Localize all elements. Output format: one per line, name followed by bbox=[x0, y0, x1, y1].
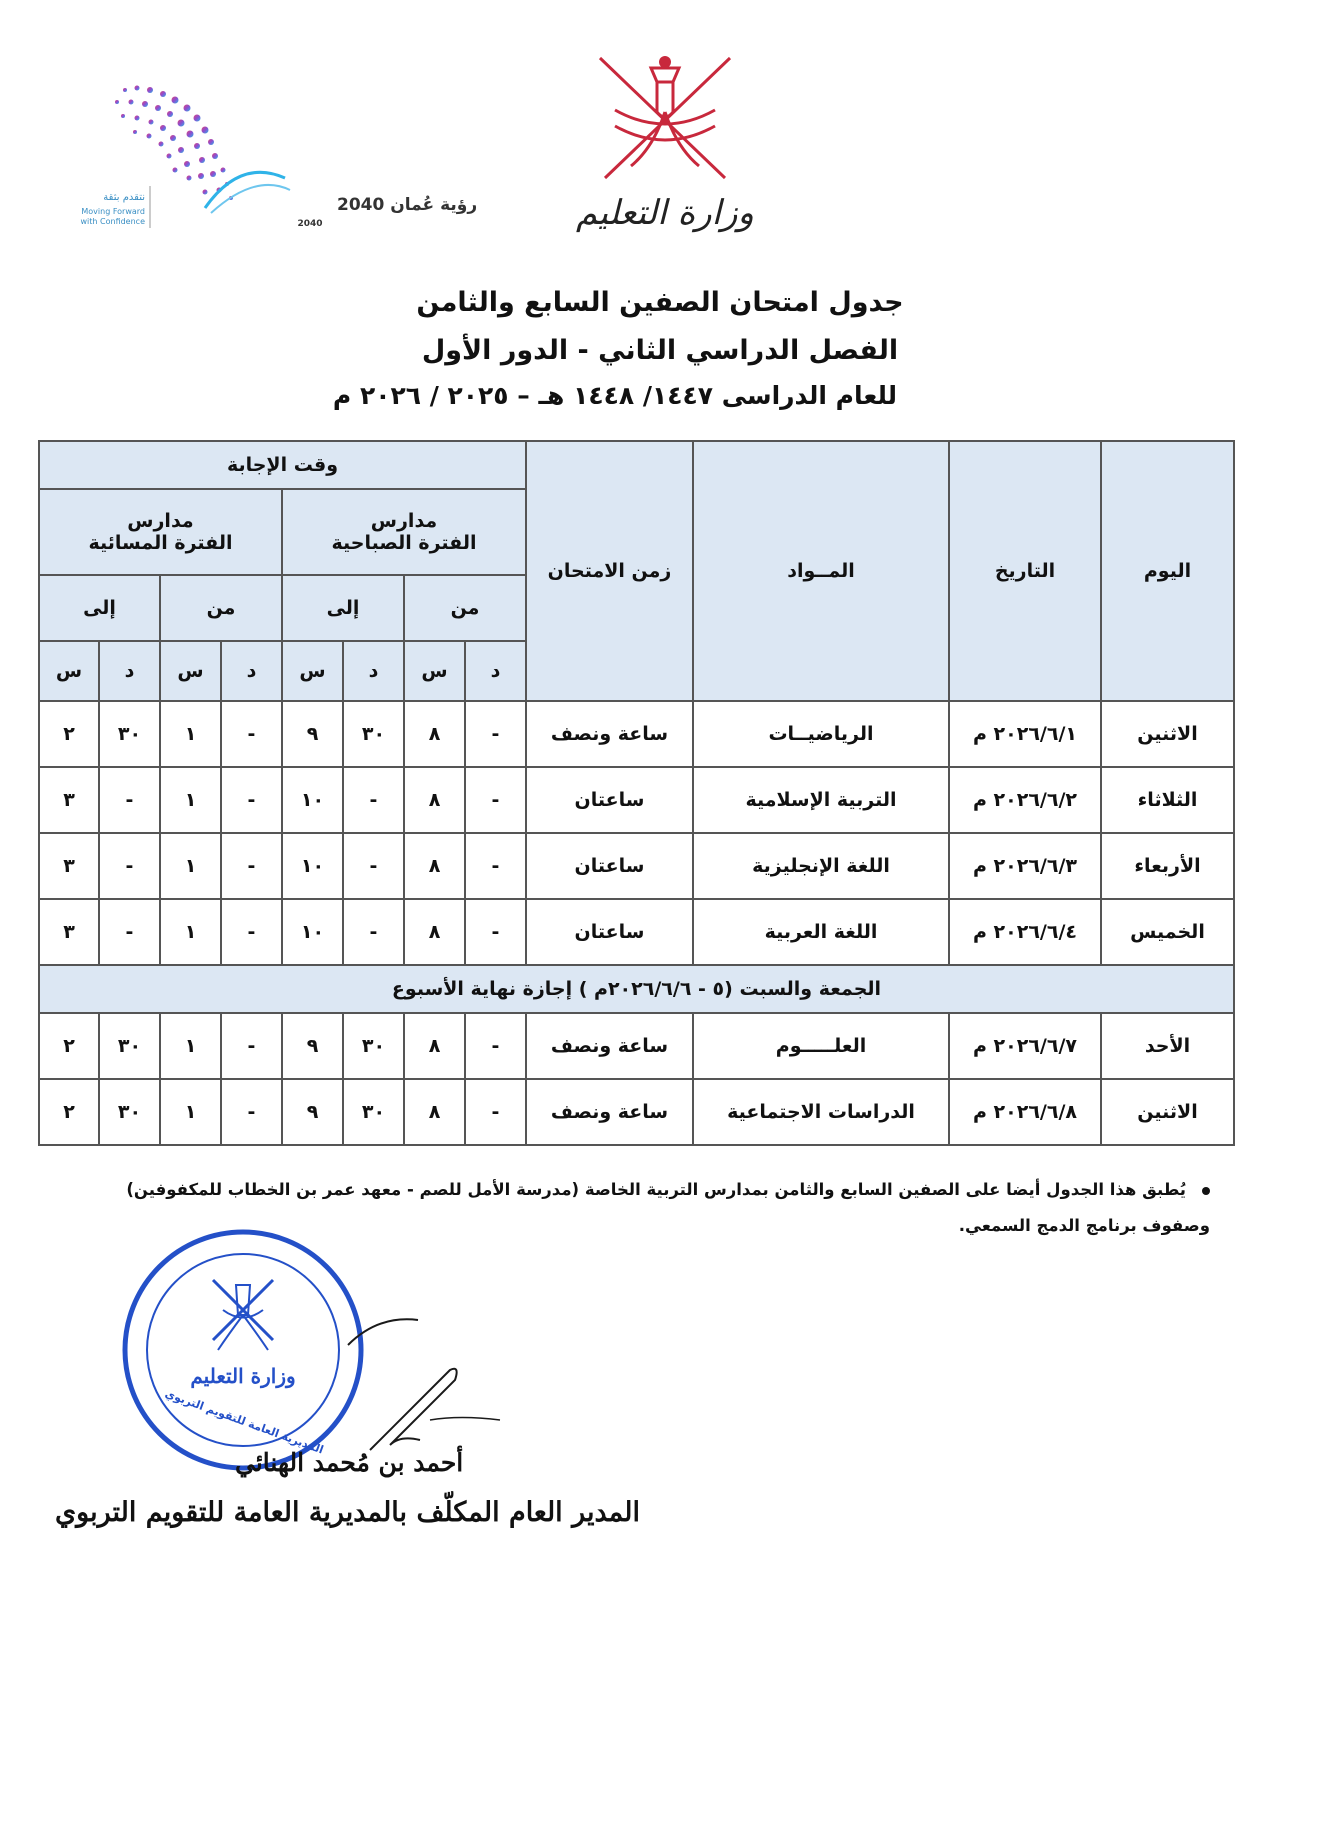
vision-logo-name: رؤية عُمان 2040 bbox=[337, 195, 478, 215]
bullet-icon bbox=[1202, 1187, 1210, 1195]
cell-evening-to-minute: - bbox=[99, 767, 160, 833]
header-hour: س bbox=[39, 641, 99, 701]
cell-morning-from-hour: ٨ bbox=[404, 1013, 465, 1079]
cell-morning-to-hour: ١٠ bbox=[282, 899, 343, 965]
signature-scribble-icon bbox=[330, 1360, 530, 1460]
cell-evening-from-hour: ١ bbox=[160, 767, 221, 833]
document-subtitle: الفصل الدراسي الثاني - الدور الأول bbox=[421, 335, 899, 366]
signer-title: المدير العام المكلّف بالمديرية العامة للتقويم التربوي bbox=[55, 1497, 640, 1528]
cell-morning-from-hour: ٨ bbox=[404, 833, 465, 899]
cell-evening-to-hour: ٢ bbox=[39, 1079, 99, 1145]
academic-year: للعام الدراسى ١٤٤٧/ ١٤٤٨ هـ – ٢٠٢٥ / ٢٠٢٦ م bbox=[332, 381, 898, 410]
cell-morning-from-minute: - bbox=[465, 833, 526, 899]
cell-morning-to-minute: ٣٠ bbox=[343, 1013, 404, 1079]
cell-morning-to-hour: ٩ bbox=[282, 701, 343, 767]
header-morning-from: من bbox=[404, 575, 526, 641]
table-row bbox=[39, 1079, 1234, 1145]
header-minute: د bbox=[465, 641, 526, 701]
cell-evening-from-minute: - bbox=[221, 767, 282, 833]
table-row bbox=[39, 899, 1234, 965]
cell-evening-to-minute: ٣٠ bbox=[99, 701, 160, 767]
cell-subject: التربية الإسلامية bbox=[693, 767, 949, 833]
cell-evening-from-minute: - bbox=[221, 899, 282, 965]
cell-date: ٢٠٢٦/٦/٢ م bbox=[949, 767, 1101, 833]
header-morning bbox=[282, 489, 526, 575]
cell-morning-to-hour: ٩ bbox=[282, 1079, 343, 1145]
signer-name: أحمد بن مُحمد الهنائي bbox=[235, 1448, 464, 1477]
header-date: التاريخ bbox=[949, 441, 1101, 701]
stamp-directorate-text: المديرية العامة للتقويم التربوي bbox=[163, 1386, 326, 1457]
table-row bbox=[39, 833, 1234, 899]
cell-day: الثلاثاء bbox=[1101, 767, 1234, 833]
cell-date: ٢٠٢٦/٦/٣ م bbox=[949, 833, 1101, 899]
header-hour: س bbox=[282, 641, 343, 701]
vision-swirl-icon bbox=[55, 78, 478, 238]
ministry-logo bbox=[575, 48, 755, 248]
cell-morning-to-hour: ٩ bbox=[282, 1013, 343, 1079]
cell-morning-from-hour: ٨ bbox=[404, 899, 465, 965]
header-hour: س bbox=[160, 641, 221, 701]
vision-tagline-en-2: with Confidence bbox=[80, 217, 145, 226]
weekend-row bbox=[39, 965, 1234, 1013]
cell-evening-to-hour: ٣ bbox=[39, 767, 99, 833]
exam-schedule-table bbox=[38, 440, 1235, 1146]
header-duration: زمن الامتحان bbox=[526, 441, 693, 701]
cell-date: ٢٠٢٦/٦/٨ م bbox=[949, 1079, 1101, 1145]
table-row bbox=[39, 701, 1234, 767]
header-minute: د bbox=[343, 641, 404, 701]
cell-duration: ساعتان bbox=[526, 899, 693, 965]
cell-duration: ساعتان bbox=[526, 833, 693, 899]
vision-tagline-ar: نتقدم بثقة bbox=[103, 192, 145, 203]
vision-logo-year: 2040 bbox=[297, 219, 323, 229]
cell-evening-to-hour: ٣ bbox=[39, 833, 99, 899]
cell-subject: العلـــــوم bbox=[693, 1013, 949, 1079]
header-answer-time: وقت الإجابة bbox=[39, 441, 526, 489]
footnote-line-1: يُطبق هذا الجدول أيضا على الصفين السابع والثامن بمدارس التربية الخاصة (مدرسة الأمل للصم - معهد عمر بن الخطاب للمكفوفين) bbox=[126, 1180, 1186, 1199]
cell-duration: ساعة ونصف bbox=[526, 1079, 693, 1145]
cell-morning-to-minute: - bbox=[343, 899, 404, 965]
cell-evening-from-minute: - bbox=[221, 701, 282, 767]
cell-morning-from-hour: ٨ bbox=[404, 1079, 465, 1145]
cell-evening-from-minute: - bbox=[221, 833, 282, 899]
header-evening bbox=[39, 489, 282, 575]
cell-evening-to-hour: ٢ bbox=[39, 701, 99, 767]
cell-evening-to-minute: - bbox=[99, 899, 160, 965]
cell-subject: اللغة الإنجليزية bbox=[693, 833, 949, 899]
morning-label-2: الفترة الصباحية bbox=[331, 532, 477, 554]
cell-date: ٢٠٢٦/٦/٧ م bbox=[949, 1013, 1101, 1079]
cell-evening-from-minute: - bbox=[221, 1013, 282, 1079]
oman-vision-2040-logo bbox=[55, 78, 478, 238]
cell-morning-from-minute: - bbox=[465, 767, 526, 833]
cell-morning-from-minute: - bbox=[465, 1079, 526, 1145]
cell-evening-to-hour: ٢ bbox=[39, 1013, 99, 1079]
cell-morning-to-hour: ١٠ bbox=[282, 833, 343, 899]
evening-label-2: الفترة المسائية bbox=[88, 532, 233, 554]
cell-duration: ساعتان bbox=[526, 767, 693, 833]
cell-morning-to-minute: - bbox=[343, 833, 404, 899]
cell-morning-from-minute: - bbox=[465, 701, 526, 767]
header-evening-from: من bbox=[160, 575, 282, 641]
cell-morning-to-minute: ٣٠ bbox=[343, 1079, 404, 1145]
cell-morning-from-minute: - bbox=[465, 1013, 526, 1079]
table-row bbox=[39, 767, 1234, 833]
header-hour: س bbox=[404, 641, 465, 701]
cell-morning-from-hour: ٨ bbox=[404, 767, 465, 833]
cell-subject: الرياضيــات bbox=[693, 701, 949, 767]
cell-evening-from-hour: ١ bbox=[160, 701, 221, 767]
cell-evening-from-hour: ١ bbox=[160, 899, 221, 965]
morning-label-1: مدارس bbox=[370, 510, 438, 532]
document-title: جدول امتحان الصفين السابع والثامن bbox=[416, 287, 904, 318]
cell-evening-to-minute: ٣٠ bbox=[99, 1013, 160, 1079]
cell-date: ٢٠٢٦/٦/٤ م bbox=[949, 899, 1101, 965]
cell-morning-to-hour: ١٠ bbox=[282, 767, 343, 833]
cell-day: الأربعاء bbox=[1101, 833, 1234, 899]
oman-emblem-icon bbox=[575, 48, 755, 188]
vision-tagline-en-1: Moving Forward bbox=[81, 207, 145, 216]
stamp-ministry-text: وزارة التعليم bbox=[190, 1364, 296, 1388]
header-day: اليوم bbox=[1101, 441, 1234, 701]
evening-label-1: مدارس bbox=[127, 510, 194, 532]
cell-morning-from-minute: - bbox=[465, 899, 526, 965]
cell-subject: اللغة العربية bbox=[693, 899, 949, 965]
cell-evening-to-hour: ٣ bbox=[39, 899, 99, 965]
cell-date: ٢٠٢٦/٦/١ م bbox=[949, 701, 1101, 767]
cell-morning-to-minute: - bbox=[343, 767, 404, 833]
cell-day: الخميس bbox=[1101, 899, 1234, 965]
cell-duration: ساعة ونصف bbox=[526, 1013, 693, 1079]
header-subject: المــواد bbox=[693, 441, 949, 701]
weekend-note: الجمعة والسبت (٥ - ٢٠٢٦/٦/٦م ) إجازة نهاية الأسبوع bbox=[39, 965, 1234, 1013]
cell-evening-to-minute: ٣٠ bbox=[99, 1079, 160, 1145]
header-morning-to: إلى bbox=[282, 575, 404, 641]
cell-day: الاثنين bbox=[1101, 701, 1234, 767]
header-minute: د bbox=[99, 641, 160, 701]
cell-subject: الدراسات الاجتماعية bbox=[693, 1079, 949, 1145]
cell-evening-from-hour: ١ bbox=[160, 1013, 221, 1079]
cell-evening-from-minute: - bbox=[221, 1079, 282, 1145]
cell-morning-to-minute: ٣٠ bbox=[343, 701, 404, 767]
header-minute: د bbox=[221, 641, 282, 701]
table-row bbox=[39, 1013, 1234, 1079]
header-evening-to: إلى bbox=[39, 575, 160, 641]
footnote-line-2: وصفوف برنامج الدمج السمعي. bbox=[958, 1216, 1210, 1235]
cell-morning-from-hour: ٨ bbox=[404, 701, 465, 767]
cell-evening-from-hour: ١ bbox=[160, 1079, 221, 1145]
cell-evening-to-minute: - bbox=[99, 833, 160, 899]
cell-day: الاثنين bbox=[1101, 1079, 1234, 1145]
ministry-name: وزارة التعليم bbox=[576, 193, 754, 233]
cell-evening-from-hour: ١ bbox=[160, 833, 221, 899]
cell-duration: ساعة ونصف bbox=[526, 701, 693, 767]
cell-day: الأحد bbox=[1101, 1013, 1234, 1079]
